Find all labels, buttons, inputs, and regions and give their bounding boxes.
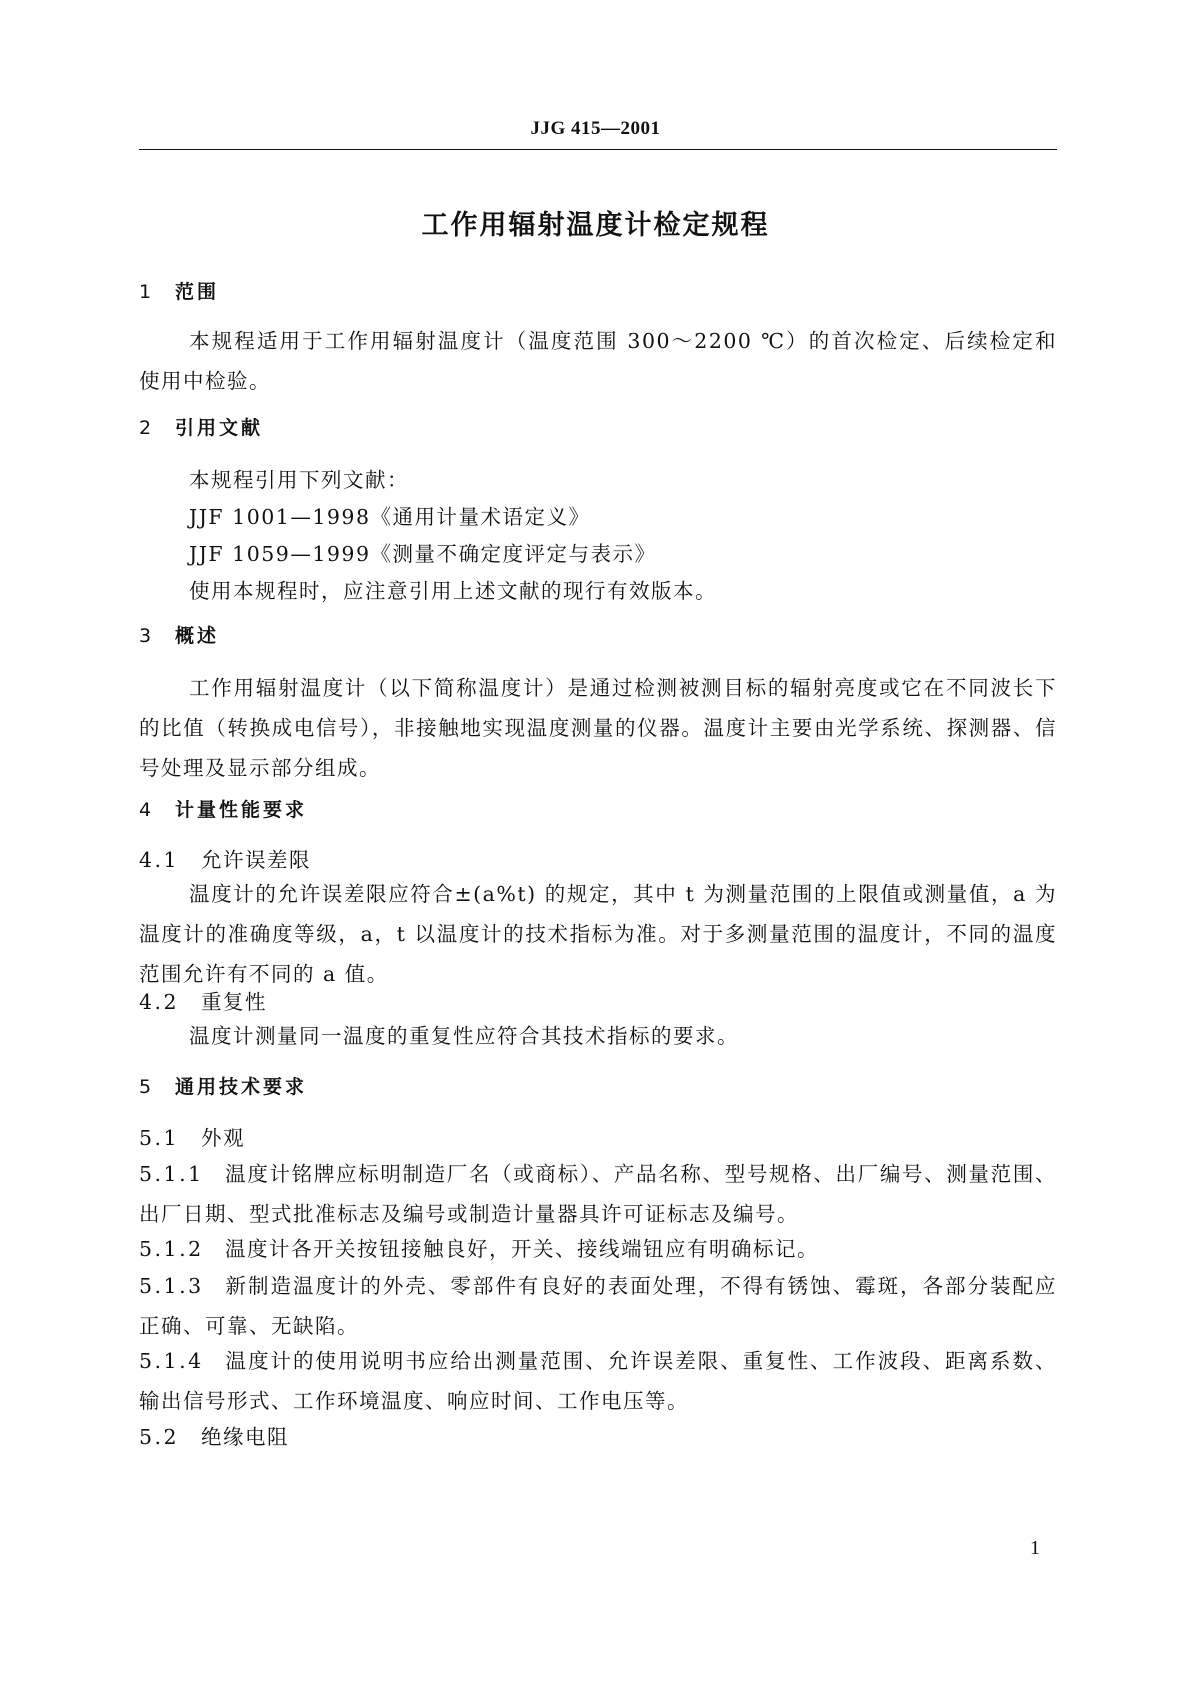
clause-5-1-1 <box>139 1154 1057 1234</box>
section-number: 2 <box>139 417 155 439</box>
subsection-number: 4.2 <box>139 990 180 1014</box>
section-title: 引用文献 <box>175 417 264 439</box>
subsection-title: 允许误差限 <box>201 848 311 872</box>
reference-intro: 本规程引用下列文献： <box>189 468 409 492</box>
header-rule <box>139 149 1057 150</box>
section-1-paragraph: 本规程适用于工作用辐射温度计（温度范围 300～2200 ℃）的首次检定、后续检定和使用中检验。 <box>139 329 1057 393</box>
section-number: 1 <box>139 281 155 303</box>
reference-list <box>139 462 1057 610</box>
section-1-heading <box>139 277 1057 307</box>
section-number: 5 <box>139 1076 155 1098</box>
section-2-heading <box>139 413 1057 443</box>
section-number: 4 <box>139 799 155 821</box>
clause-number: 5.1.2 <box>139 1237 204 1261</box>
clause-text: 温度计各开关按钮接触良好，开关、接线端钮应有明确标记。 <box>225 1237 819 1261</box>
subsection-title: 外观 <box>201 1126 245 1150</box>
subsection-4-1-paragraph: 温度计的允许误差限应符合±(a%t) 的规定，其中 t 为测量范围的上限值或测量值，a 为温度计的准确度等级，a，t 以温度计的技术指标为准。对于多测量范围的温度计，不同的温度范围允许有不同的 a 值。 <box>139 882 1057 986</box>
page-number: 1 <box>1030 1537 1040 1559</box>
section-title: 概述 <box>175 625 220 647</box>
clause-5-1-4 <box>139 1341 1057 1421</box>
section-3-heading <box>139 621 1057 651</box>
section-3-paragraph: 工作用辐射温度计（以下简称温度计）是通过检测被测目标的辐射亮度或它在不同波长下的比值（转换成电信号），非接触地实现温度测量的仪器。温度计主要由光学系统、探测器、信号处理及显示部分组成。 <box>139 676 1057 780</box>
section-4-heading <box>139 795 1057 825</box>
clause-number: 5.1.1 <box>139 1162 204 1186</box>
subsection-title: 重复性 <box>201 990 267 1014</box>
subsection-title: 绝缘电阻 <box>201 1425 289 1449</box>
clause-text: 新制造温度计的外壳、零部件有良好的表面处理，不得有锈蚀、霉斑，各部分装配应正确、可靠、无缺陷。 <box>139 1274 1057 1338</box>
clause-number: 5.1.4 <box>139 1349 204 1373</box>
clause-5-1-3 <box>139 1266 1057 1346</box>
subsection-4-2-paragraph: 温度计测量同一温度的重复性应符合其技术指标的要求。 <box>189 1024 739 1048</box>
clause-number: 5.1.3 <box>139 1274 204 1298</box>
clause-text: 温度计的使用说明书应给出测量范围、允许误差限、重复性、工作波段、距离系数、输出信号形式、工作环境温度、响应时间、工作电压等。 <box>139 1349 1057 1413</box>
section-title: 范围 <box>175 281 220 303</box>
subsection-5-2 <box>139 1417 1057 1457</box>
section-title: 通用技术要求 <box>175 1076 308 1098</box>
section-title: 计量性能要求 <box>175 799 308 821</box>
document-title: 工作用辐射温度计检定规程 <box>421 210 770 241</box>
clause-5-1-2 <box>139 1229 1057 1269</box>
subsection-5-1 <box>139 1118 1057 1158</box>
reference-note: 使用本规程时，应注意引用上述文献的现行有效版本。 <box>189 579 717 603</box>
subsection-number: 5.1 <box>139 1126 180 1150</box>
section-5-heading <box>139 1072 1057 1102</box>
reference-item: JJF 1001—1998《通用计量术语定义》 <box>189 505 591 529</box>
clause-text: 温度计铭牌应标明制造厂名（或商标）、产品名称、型号规格、出厂编号、测量范围、出厂日期、型式批准标志及编号或制造计量器具许可证标志及编号。 <box>139 1162 1057 1226</box>
standard-code-header: JJG 415—2001 <box>530 118 661 139</box>
subsection-number: 5.2 <box>139 1425 180 1449</box>
subsection-number: 4.1 <box>139 848 180 872</box>
reference-item: JJF 1059—1999《测量不确定度评定与表示》 <box>189 542 657 566</box>
section-number: 3 <box>139 625 155 647</box>
